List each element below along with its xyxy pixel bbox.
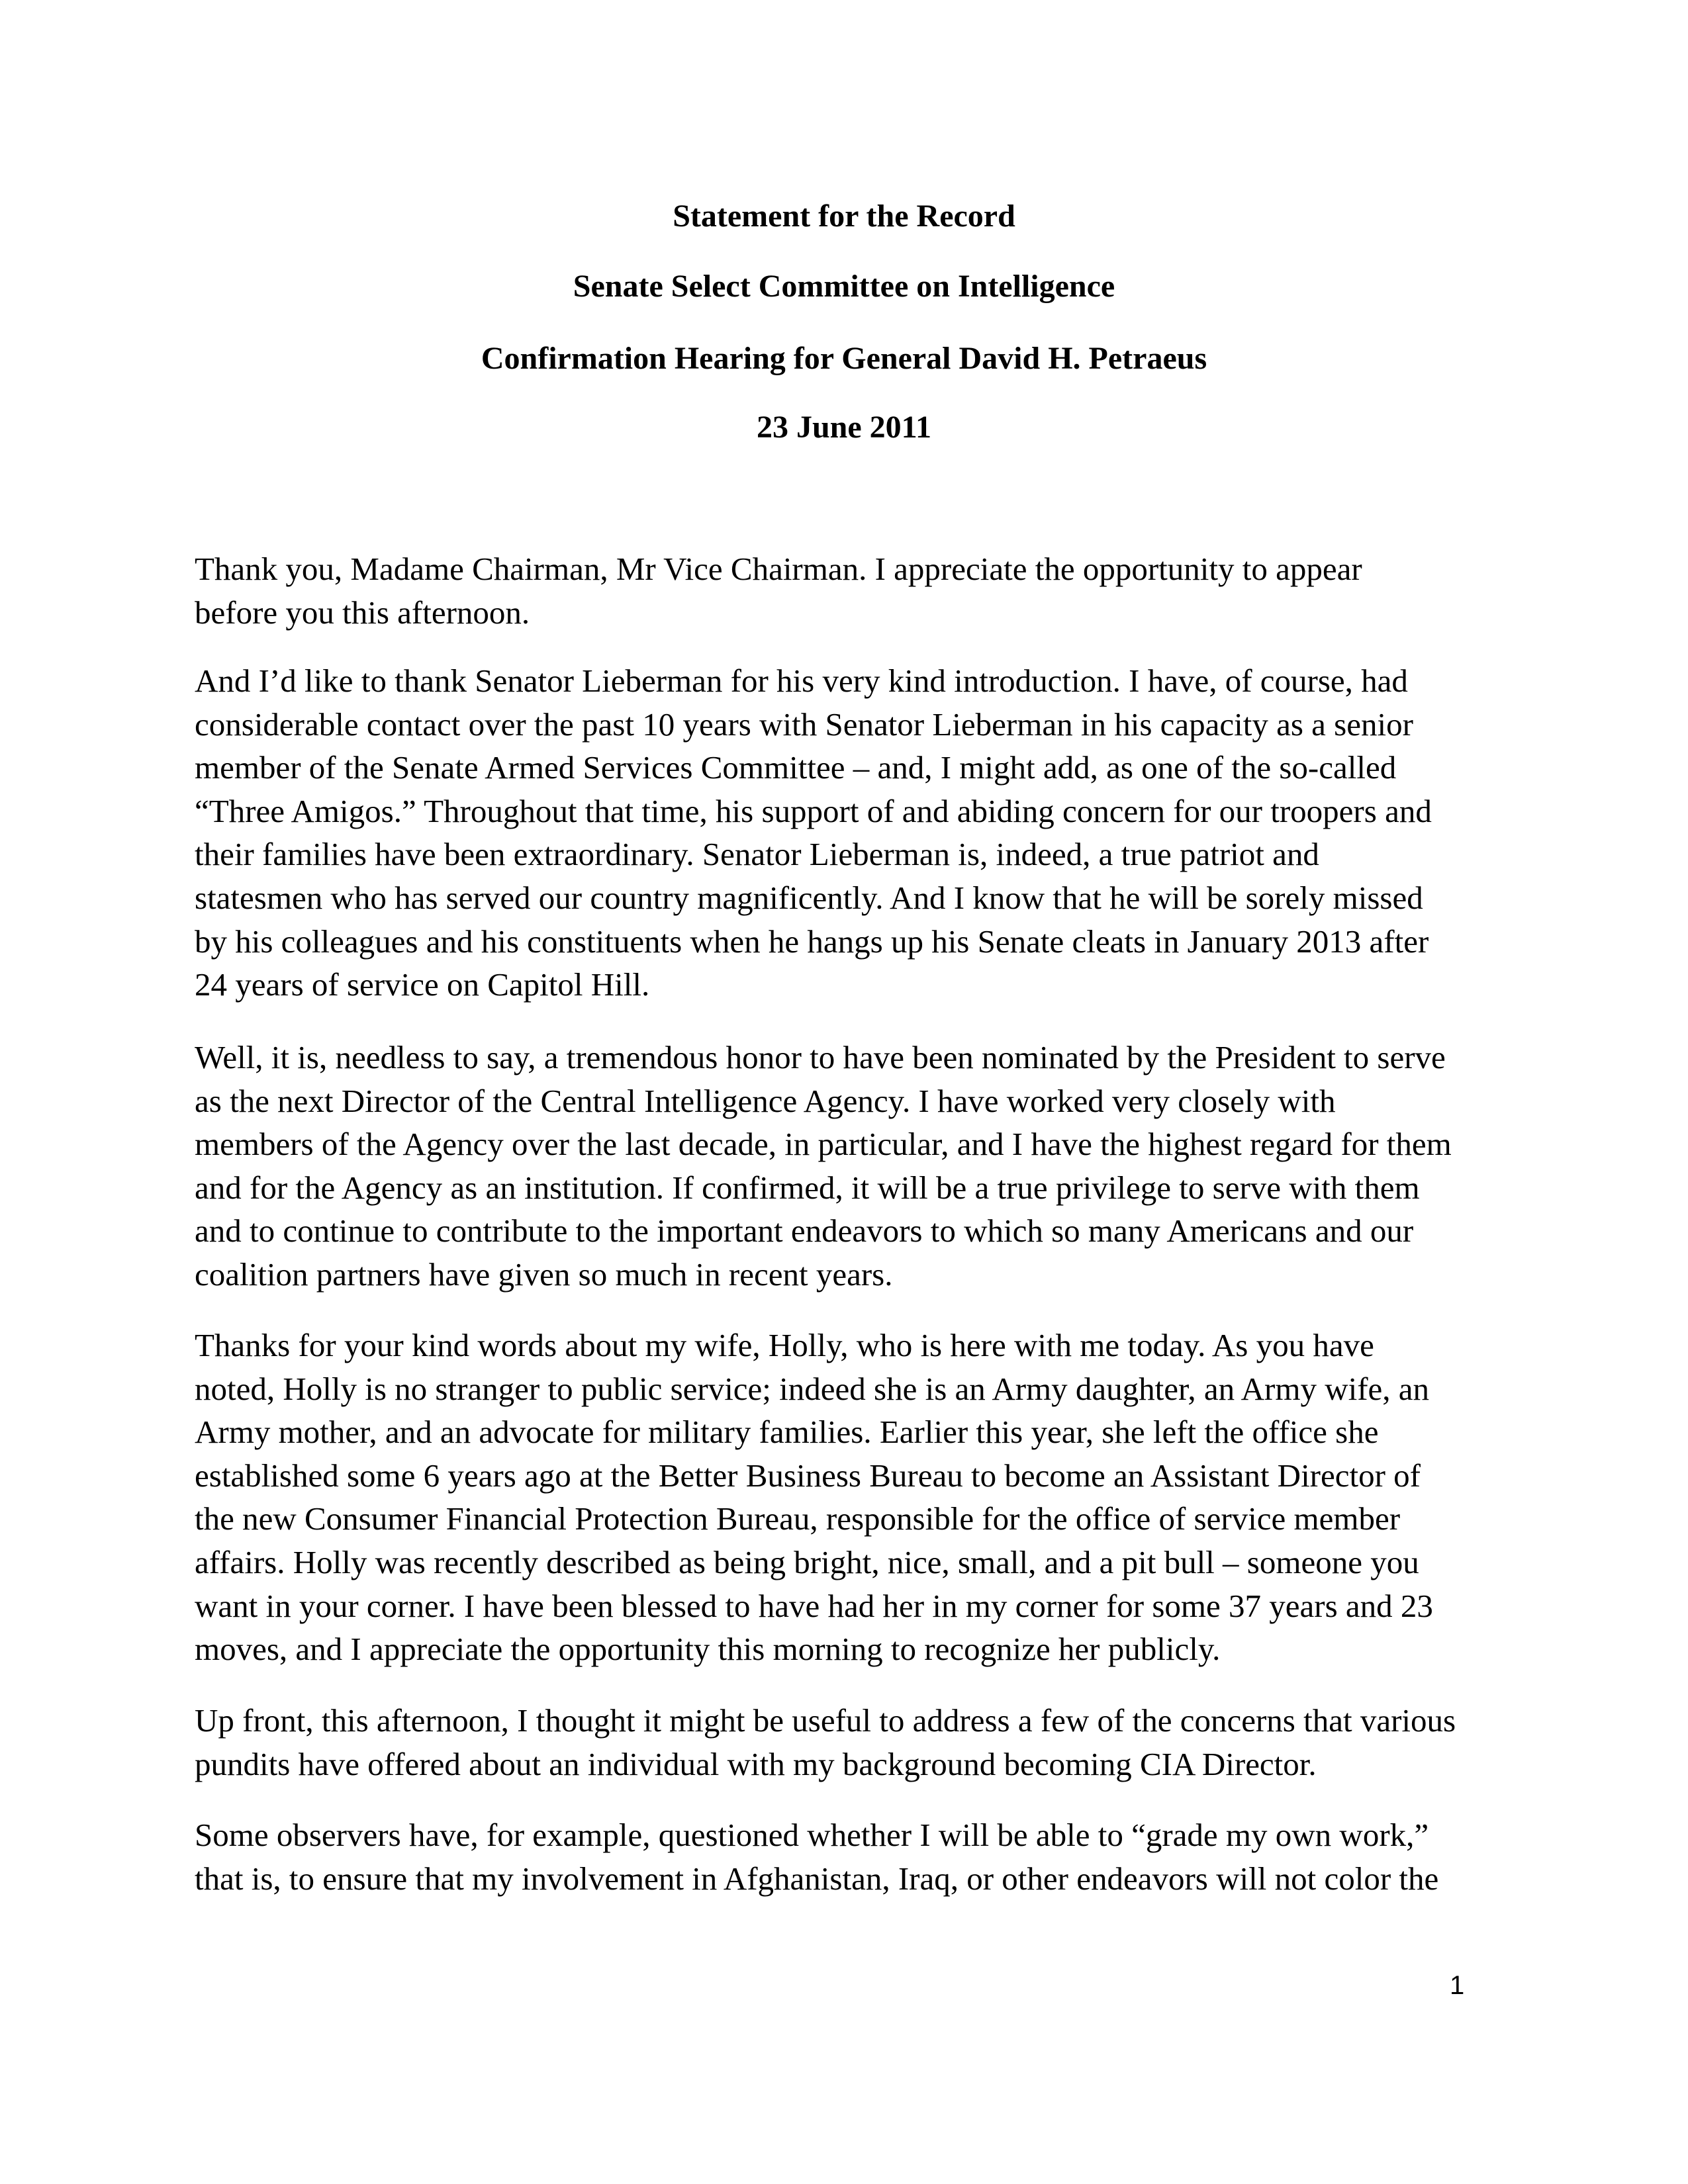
paragraph xyxy=(195,1324,1519,1671)
hearing-date: 23 June 2011 xyxy=(756,410,932,445)
paragraph xyxy=(195,1036,1519,1297)
text-line: statesmen who has served our country magnificently. And I know that he will be sorely missed xyxy=(195,879,1423,916)
text-line: and to continue to contribute to the important endeavors to which so many Americans and our xyxy=(195,1212,1414,1250)
text-line: Some observers have, for example, questioned whether I will be able to “grade my own work,” xyxy=(195,1817,1429,1853)
text-line: coalition partners have given so much in recent years. xyxy=(195,1255,893,1293)
text-line: established some 6 years ago at the Better Business Bureau to become an Assistant Director of xyxy=(195,1457,1421,1494)
text-line: Thank you, Madame Chairman, Mr Vice Chairman. I appreciate the opportunity to appear xyxy=(195,551,1362,587)
text-line: before you this afternoon. xyxy=(195,594,530,631)
page-number: 1 xyxy=(1450,1971,1465,2000)
text-line: members of the Agency over the last decade, in particular, and I have the highest regard for them xyxy=(195,1126,1452,1163)
text-line: noted, Holly is no stranger to public service; indeed she is an Army daughter, an Army wife, an xyxy=(195,1370,1430,1407)
text-line: and for the Agency as an institution. If confirmed, it will be a true privilege to serve with them xyxy=(195,1169,1420,1206)
document-title: Statement for the Record xyxy=(673,199,1015,234)
text-line: And I’d like to thank Senator Lieberman for his very kind introduction. I have, of course, had xyxy=(195,662,1408,699)
paragraph xyxy=(195,659,1519,1007)
hearing-title: Confirmation Hearing for General David H. Petraeus xyxy=(481,341,1207,376)
text-line: the new Consumer Financial Protection Bureau, responsible for the office of service member xyxy=(195,1500,1401,1537)
text-line: by his colleagues and his constituents when he hangs up his Senate cleats in January 2013 after xyxy=(195,923,1429,960)
text-line: pundits have offered about an individual with my background becoming CIA Director. xyxy=(195,1745,1317,1782)
paragraph xyxy=(195,1699,1519,1786)
paragraph xyxy=(195,547,1519,634)
text-line: 24 years of service on Capitol Hill. xyxy=(195,966,650,1003)
committee-name: Senate Select Committee on Intelligence xyxy=(573,269,1115,304)
text-line: moves, and I appreciate the opportunity this morning to recognize her publicly. xyxy=(195,1631,1221,1668)
text-line: Army mother, and an advocate for military families. Earlier this year, she left the office she xyxy=(195,1414,1379,1451)
text-line: that is, to ensure that my involvement in Afghanistan, Iraq, or other endeavors will not color the xyxy=(195,1860,1439,1897)
text-line: as the next Director of the Central Intelligence Agency. I have worked very closely with xyxy=(195,1082,1336,1119)
text-line: Thanks for your kind words about my wife, Holly, who is here with me today. As you have xyxy=(195,1327,1374,1363)
text-line: affairs. Holly was recently described as being bright, nice, small, and a pit bull – someone you xyxy=(195,1543,1419,1580)
text-line: “Three Amigos.” Throughout that time, his support of and abiding concern for our troopers and xyxy=(195,792,1432,829)
paragraph xyxy=(195,1813,1519,1900)
text-line: want in your corner. I have been blessed to have had her in my corner for some 37 years and 23 xyxy=(195,1587,1433,1624)
text-line: considerable contact over the past 10 years with Senator Lieberman in his capacity as a senior xyxy=(195,705,1413,743)
text-line: their families have been extraordinary. Senator Lieberman is, indeed, a true patriot and xyxy=(195,836,1319,873)
text-line: Well, it is, needless to say, a tremendous honor to have been nominated by the President to serve xyxy=(195,1039,1446,1075)
text-line: Up front, this afternoon, I thought it might be useful to address a few of the concerns that various xyxy=(195,1702,1456,1739)
text-line: member of the Senate Armed Services Committee – and, I might add, as one of the so-called xyxy=(195,749,1397,786)
